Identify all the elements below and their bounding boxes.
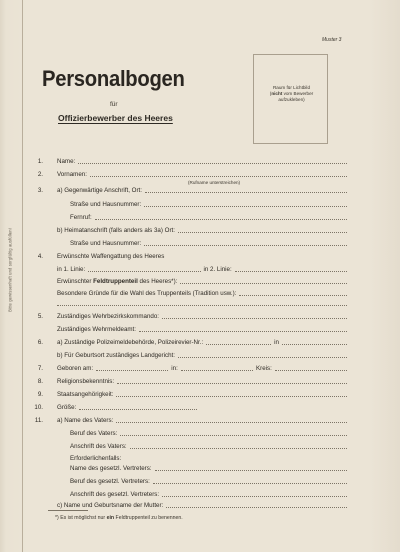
police-office-place-line[interactable] [282,344,347,345]
photo-box-line3: aufzukleben) [278,97,305,102]
court-label: b) Für Geburtsort zuständiges Landgericht: [57,352,175,359]
father-job-label: Beruf des Vaters: [70,430,118,437]
field-number-6: 6. [37,339,43,346]
footnote-pre: *) Es ist möglichst nur [55,515,107,521]
field-number-4: 4. [37,253,43,260]
home-street-label: Straße und Hausnummer: [70,240,142,247]
mother-name-label: c) Name und Geburtsname der Mutter: [57,502,164,509]
optional-heading [70,454,347,462]
photo-box-line2-bold: nicht [271,91,283,96]
guardian-job-label: Beruf des gesetzl. Vertreters: [70,478,150,485]
height-label: Größe: [57,404,77,411]
field-number-11: 11. [34,417,43,424]
field-unit-label-bold: Feldtruppenteil [93,278,138,285]
police-office-in-label: in [274,339,279,346]
branch-label: Erwünschte Waffengattung des Heeres [57,253,165,260]
home-address-field[interactable] [57,226,347,234]
mother-name-field[interactable] [57,501,347,509]
guardian-address-label: Anschrift des gesetzl. Vertreters: [70,491,160,498]
phone-label: Fernruf: [70,214,92,221]
father-name-label: a) Name des Vaters: [57,417,114,424]
father-name-line[interactable] [116,422,347,423]
father-address-field[interactable] [70,442,347,450]
guardian-address-line[interactable] [162,496,347,497]
current-street-field[interactable] [70,200,347,208]
photo-box-line2-rest: vom Bewerber [282,91,314,96]
religion-line[interactable] [117,383,347,384]
police-office-line[interactable] [206,344,271,345]
guardian-name-field[interactable] [70,464,347,472]
field-unit-label-pre: Erwünschter [57,278,94,285]
registration-office-line[interactable] [139,331,347,332]
field-number-2: 2. [37,171,43,178]
guardian-name-line[interactable] [155,470,347,471]
home-address-line[interactable] [178,232,347,233]
father-address-label: Anschrift des Vaters: [70,443,127,450]
district-command-field[interactable] [57,312,347,320]
branch-first-line[interactable] [88,271,200,272]
birth-field[interactable] [57,364,347,372]
current-address-line[interactable] [145,192,347,193]
field-number-1: 1. [37,158,43,165]
father-job-line[interactable] [120,435,347,436]
birth-place-line[interactable] [181,370,253,371]
unit-reasons-field[interactable] [57,289,347,297]
registration-office-label: Zuständiges Wehrmeldeamt: [57,326,136,333]
current-street-label: Straße und Hausnummer: [70,201,142,208]
photo-box-line1: Raum für Lichtbild [272,85,311,90]
height-line[interactable] [79,409,197,410]
title-connector: für [110,101,118,108]
father-address-line[interactable] [130,448,347,449]
guardian-address-field[interactable] [70,490,347,498]
side-note-text: Bitte gewissenhaft und sorgfältig ausfüllen! [7,228,13,312]
birth-district-line[interactable] [275,370,347,371]
birth-date-line[interactable] [96,370,168,371]
police-office-field[interactable] [57,338,347,346]
field-number-8: 8. [37,378,43,385]
optional-label: Erforderlichenfalls: [70,455,122,462]
current-address-label: a) Gegenwärtige Anschrift, Ort: [57,187,142,194]
registration-office-field[interactable] [57,325,347,333]
photo-box-line2: (nicht vom Bewerber [269,91,314,96]
footnote-rule [48,510,88,511]
field-number-7: 7. [37,365,43,372]
religion-field[interactable] [57,377,347,385]
form-number: Muster 3 [322,37,342,43]
police-office-label: a) Zuständige Polizeimeldebehörde, Polizeirevier-Nr.: [57,339,204,346]
current-address-field[interactable] [57,186,347,194]
field-number-3: 3. [37,187,43,194]
first-names-line[interactable] [90,176,347,177]
page-title: Personalbogen [42,66,185,91]
unit-reasons-extra-line[interactable] [57,305,347,306]
name-line[interactable] [78,163,347,164]
district-command-line[interactable] [162,318,347,319]
field-unit-line[interactable] [180,283,347,284]
name-label: Name: [57,158,76,165]
field-unit-label [57,278,177,285]
branch-second-label: in 2. Linie: [203,266,232,273]
birth-district-label: Kreis: [256,365,272,372]
unit-reasons-line[interactable] [239,295,347,296]
phone-field[interactable] [70,213,347,221]
guardian-job-line[interactable] [153,483,347,484]
home-street-field[interactable] [70,239,347,247]
guardian-name-label: Name des gesetzl. Vertreters: [70,465,152,472]
field-number-5: 5. [37,313,43,320]
father-job-field[interactable] [70,429,347,437]
first-names-label: Vornamen: [57,171,87,178]
father-name-field[interactable] [57,416,347,424]
first-names-field[interactable] [57,170,347,178]
guardian-job-field[interactable] [70,477,347,485]
birth-place-label: in: [171,365,178,372]
field-unit-label-post: des Heeres*): [137,278,178,285]
footnote [55,515,183,521]
current-street-line[interactable] [144,206,347,207]
unit-reasons-label: Besondere Gründe für die Wahl des Truppenteils (Tradition usw.): [57,290,237,297]
branch-heading [57,252,347,260]
first-names-hint: (Rufname unterstreichen) [188,180,241,185]
court-line[interactable] [178,357,347,358]
citizenship-label: Staatsangehörigkeit: [57,391,114,398]
citizenship-line[interactable] [116,396,347,397]
height-field[interactable] [57,403,197,411]
branch-choice-field[interactable] [57,265,347,273]
footnote-bold: ein [106,515,115,521]
phone-line[interactable] [95,219,347,220]
branch-second-line[interactable] [235,271,347,272]
birth-date-label: Geboren am: [57,365,94,372]
name-field[interactable] [57,157,347,165]
home-address-label: b) Heimatanschrift (falls anders als 3a) Ort: [57,227,175,234]
field-unit-field[interactable] [57,277,347,285]
branch-first-label: in 1. Linie: [57,266,86,273]
citizenship-field[interactable] [57,390,347,398]
field-number-9: 9. [37,391,43,398]
court-field[interactable] [57,351,347,359]
page-subtitle: Offizierbewerber des Heeres [58,113,173,123]
mother-name-line[interactable] [166,507,347,508]
footnote-post: Feldtruppenteil zu benennen. [114,515,183,521]
religion-label: Religionsbekenntnis: [57,378,115,385]
field-number-10: 10. [34,404,43,411]
home-street-line[interactable] [144,245,347,246]
district-command-label: Zuständiges Wehrbezirkskommando: [57,313,160,320]
